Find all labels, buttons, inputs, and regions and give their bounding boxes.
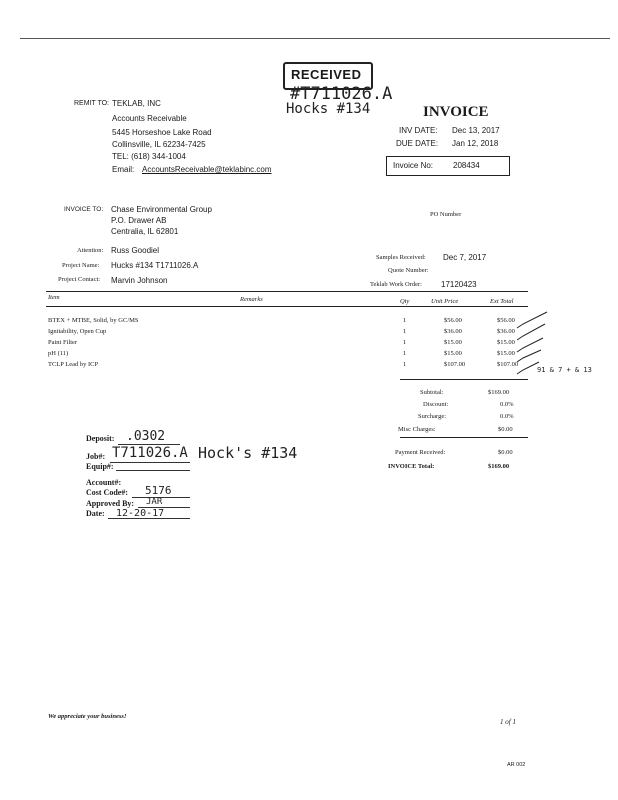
date-value: 12-20-17 (116, 508, 165, 519)
company-address2: Collinsville, IL 62234-7425 (112, 140, 206, 149)
footer-doc-code: AR 002 (507, 762, 526, 768)
check-mark (517, 338, 543, 352)
invoice-number-box (386, 156, 510, 176)
invoice-title: INVOICE (423, 104, 489, 120)
row-item: TCLP Lead by ICP (48, 361, 99, 368)
samples-received-label: Samples Received: (376, 254, 426, 261)
row-item: pH (11) (48, 350, 69, 357)
col-header-ext-total: Ext Total (490, 298, 514, 305)
surcharge-label: Surcharge: (418, 413, 447, 420)
due-date-value: Jan 12, 2018 (452, 139, 499, 148)
row-ext-total: $15.00 (497, 339, 515, 346)
discount-label: Discount: (423, 401, 449, 408)
row-qty: 1 (403, 350, 407, 357)
cost-code-value: 5176 (145, 484, 172, 497)
row-qty: 1 (403, 339, 407, 346)
po-number-label: PO Number (430, 211, 462, 218)
equip-line (116, 470, 190, 471)
quote-number-label: Quote Number: (388, 267, 429, 274)
totals-top-line (400, 379, 528, 380)
account-label: Account#: (86, 478, 122, 487)
job-line (110, 462, 190, 463)
project-name-label: Project Name: (62, 262, 100, 269)
row-qty: 1 (403, 361, 407, 368)
row-unit-price: $56.00 (444, 317, 462, 324)
row-qty: 1 (403, 328, 407, 335)
top-border-line (20, 38, 610, 39)
table-header-top-line (46, 291, 528, 292)
col-header-item: Item (48, 294, 60, 301)
row-item: Paint Filter (48, 339, 78, 346)
payment-received-value: $0.00 (498, 449, 513, 456)
project-contact-value: Marvin Johnson (111, 276, 168, 285)
col-header-qty: Qty (400, 298, 410, 305)
row-ext-total: $56.00 (497, 317, 515, 324)
bill-to-line1: Chase Environmental Group (111, 205, 212, 214)
footer-page-number: 1 of 1 (500, 718, 516, 726)
deposit-value: .0302 (126, 429, 166, 444)
approved-by-label: Approved By: (86, 499, 135, 508)
invoice-number-value: 208434 (453, 161, 480, 170)
discount-value: 0.0% (500, 401, 514, 408)
col-header-remarks: Remarks (240, 296, 263, 303)
invoice-number-label: Invoice No: (393, 161, 434, 170)
work-order-label: Teklab Work Order: (370, 281, 422, 288)
misc-charges-label: Misc Charges: (398, 426, 436, 433)
approved-by-value: JAR (146, 497, 163, 507)
received-stamp-text: RECEIVED (291, 67, 362, 82)
footer-thanks: We appreciate your business! (48, 713, 127, 720)
row-unit-price: $15.00 (444, 350, 462, 357)
payment-received-label: Payment Received: (395, 449, 446, 456)
handwritten-job-number: #T711026.A (290, 84, 393, 104)
job-extra-note: Hock's #134 (198, 444, 298, 462)
company-name: TEKLAB, INC (112, 99, 161, 108)
work-order-value: 17120423 (441, 280, 477, 289)
handwritten-project-name: Hocks #134 (286, 101, 371, 117)
job-label: Job#: (86, 452, 106, 461)
bill-to-line3: Centralia, IL 62801 (111, 227, 179, 236)
row-ext-total: $36.00 (497, 328, 515, 335)
invoice-to-label: INVOICE TO: (64, 206, 104, 213)
equip-label: Equip#: (86, 462, 114, 471)
project-contact-label: Project Contact: (58, 276, 101, 283)
check-mark (517, 362, 539, 374)
table-header-bottom-line (46, 306, 528, 307)
job-value: T711026.A (112, 445, 188, 461)
attention-label: Attention: (77, 247, 104, 254)
row-item: Ignitability, Open Cup (48, 328, 107, 335)
samples-received-value: Dec 7, 2017 (443, 253, 487, 262)
attention-value: Russ Goodiel (111, 246, 160, 255)
deposit-label: Deposit: (86, 434, 115, 443)
due-date-label: DUE DATE: (396, 139, 439, 148)
date-label: Date: (86, 509, 105, 518)
surcharge-value: 0.0% (500, 413, 514, 420)
company-dept: Accounts Receivable (112, 114, 187, 123)
check-mark (517, 350, 541, 362)
remit-to-label: REMIT TO: (74, 100, 110, 107)
company-address1: 5445 Horseshoe Lake Road (112, 128, 212, 137)
row-unit-price: $107.00 (444, 361, 466, 368)
subtotal-value: $169.00 (488, 389, 510, 396)
invoice-total-value: $169.00 (488, 463, 510, 470)
subtotal-label: Subtotal: (420, 389, 444, 396)
email-link[interactable]: AccountsReceivable@teklabinc.com (142, 165, 272, 174)
row-item: BTEX + MTBE, Solid, by GC/MS (48, 317, 139, 324)
bill-to-line2: P.O. Drawer AB (111, 216, 167, 225)
company-tel: TEL: (618) 344-1004 (112, 152, 186, 161)
inv-date-value: Dec 13, 2017 (452, 126, 500, 135)
col-header-unit-price: Unit Price (431, 298, 459, 305)
handwritten-margin-note: 91 & 7 + & 13 (537, 366, 592, 374)
check-mark (517, 324, 545, 340)
misc-charges-value: $0.00 (498, 426, 513, 433)
invoice-total-label: INVOICE Total: (388, 463, 435, 470)
cost-code-label: Cost Code#: (86, 488, 128, 497)
row-ext-total: $107.00 (497, 361, 519, 368)
email-label: Email: (112, 165, 135, 174)
row-ext-total: $15.00 (497, 350, 515, 357)
row-unit-price: $15.00 (444, 339, 462, 346)
row-unit-price: $36.00 (444, 328, 462, 335)
inv-date-label: INV DATE: (399, 126, 438, 135)
row-qty: 1 (403, 317, 407, 324)
totals-mid-line (400, 437, 528, 438)
project-name-value: Hucks #134 T1711026.A (111, 261, 199, 270)
